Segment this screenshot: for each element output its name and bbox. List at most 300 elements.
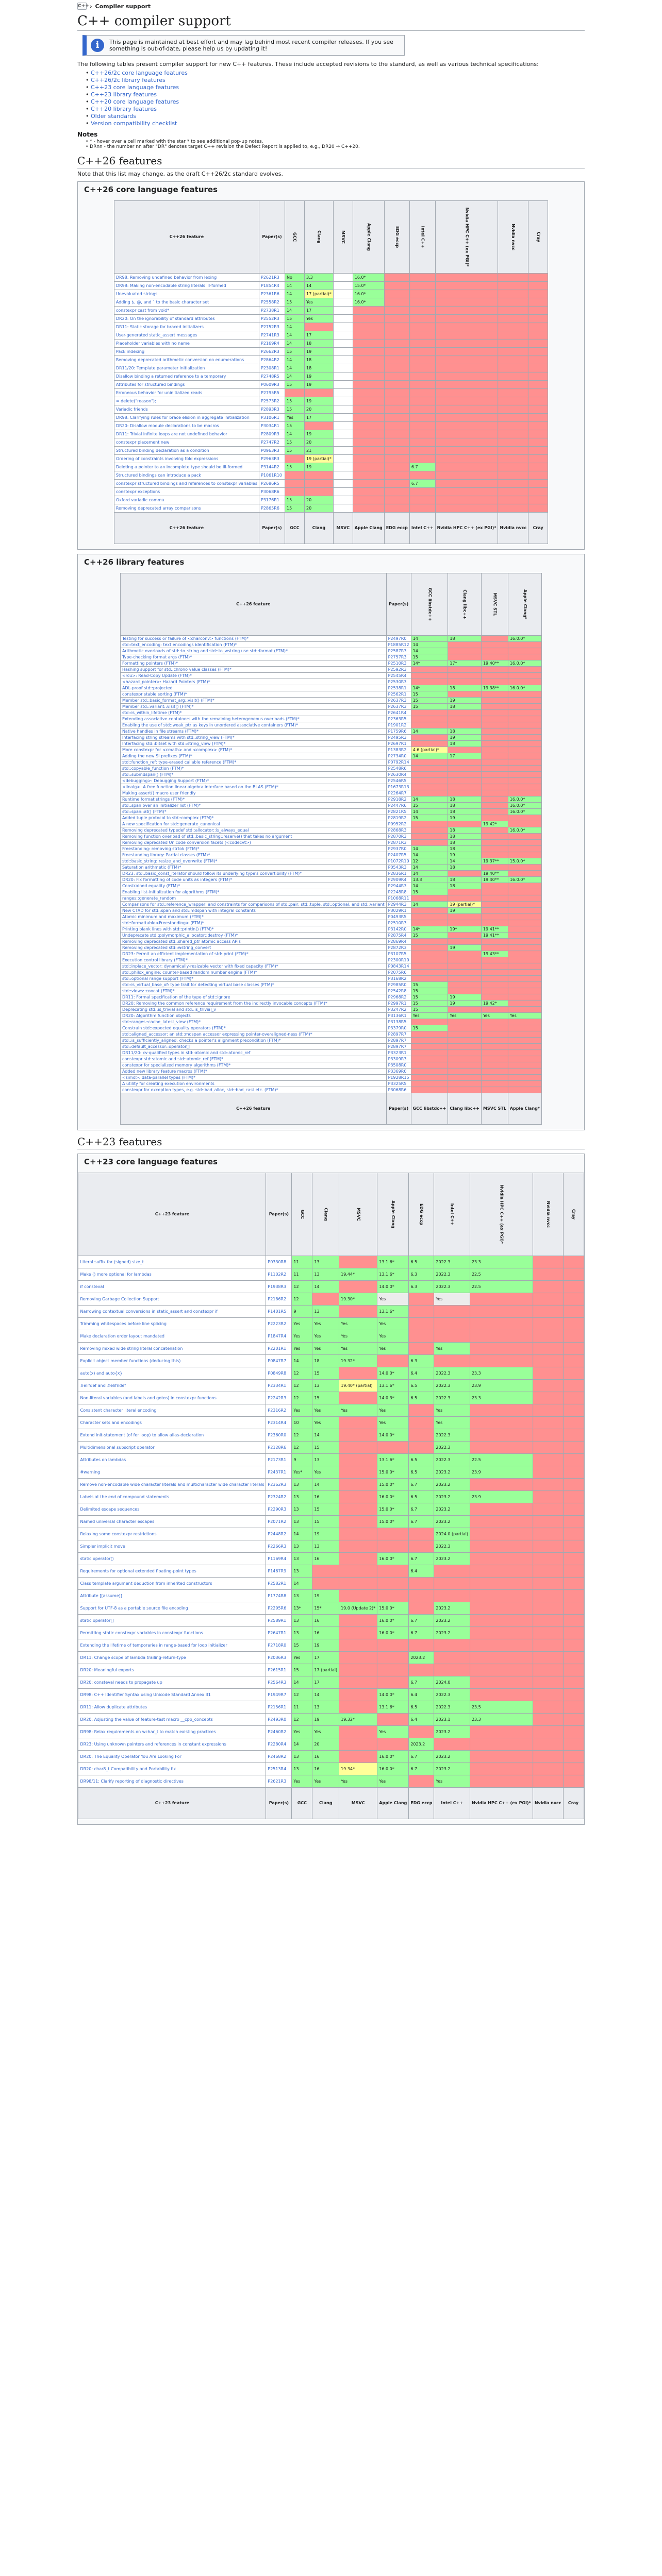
paper-link[interactable]: P0609R3 xyxy=(261,382,279,387)
feature-link[interactable]: Character sets and encodings xyxy=(80,1420,142,1425)
feature-link[interactable]: Oxford variadic comma xyxy=(115,497,164,502)
feature-link[interactable]: Execution control library (FTM)* xyxy=(122,957,188,962)
paper-link[interactable]: P2223R2 xyxy=(268,1321,287,1326)
feature-link[interactable]: std::formattable<Freestanding> (FTM)* xyxy=(122,920,204,925)
paper-link[interactable]: P0843R14 xyxy=(388,963,409,969)
paper-link[interactable]: P0330R8 xyxy=(268,1259,287,1264)
feature-link[interactable]: std::is_within_lifetime (FTM)* xyxy=(122,710,182,715)
feature-link[interactable]: Deleting a pointer to an incomplete type should be ill-formed xyxy=(115,464,243,469)
paper-link[interactable]: P2647R1 xyxy=(268,1630,287,1635)
feature-link[interactable]: std::submdspan() (FTM)* xyxy=(122,772,174,777)
feature-link[interactable]: Class template argument deduction from inherited constructors xyxy=(80,1581,212,1586)
paper-link[interactable]: P2893R3 xyxy=(261,406,279,412)
feature-link[interactable]: Ordering of constraints involving fold expressions xyxy=(115,456,219,461)
paper-link[interactable]: P1854R4 xyxy=(261,283,279,288)
feature-link[interactable]: DR20: Fix formatting of code units as integers (FTM)* xyxy=(122,877,233,882)
feature-link[interactable]: <debugging>: Debugging Support (FTM)* xyxy=(122,778,209,783)
feature-link[interactable]: std::is_virtual_base_of: type trait for detecting virtual base classes (FTM)* xyxy=(122,982,274,987)
paper-link[interactable]: P2864R2 xyxy=(261,357,279,362)
paper-link[interactable]: P2734R0 xyxy=(388,753,407,758)
feature-link[interactable]: Structured bindings can introduce a pack xyxy=(115,472,202,478)
toc-link-cpp26-core[interactable]: C++26/2c core language features xyxy=(91,70,188,76)
paper-link[interactable]: P2173R1 xyxy=(268,1457,287,1462)
feature-link[interactable]: = delete("reason"); xyxy=(115,398,156,403)
paper-link[interactable]: P3106R1 xyxy=(261,415,279,420)
paper-link[interactable]: P2545R4 xyxy=(388,673,407,678)
feature-link[interactable]: Literal suffix for (signed) size_t xyxy=(80,1259,144,1264)
paper-link[interactable]: P2295R6 xyxy=(268,1605,287,1611)
toc-link-cpp20-core[interactable]: C++20 core language features xyxy=(91,98,179,105)
feature-link[interactable]: Native handles in file streams (FTM)* xyxy=(122,728,199,734)
paper-link[interactable]: P3247R2 xyxy=(388,1007,407,1012)
feature-link[interactable]: DR23: std::basic_const_iterator should follow its underlying type's convertibility (FTM)* xyxy=(122,871,302,876)
feature-link[interactable]: constexpr for specialized memory algorithms (FTM)* xyxy=(122,1062,231,1067)
breadcrumb-home-link[interactable]: C++ xyxy=(78,4,89,9)
feature-link[interactable]: Freestanding library: Partial classes (FTM)* xyxy=(122,852,210,857)
feature-link[interactable]: DR11: Change scope of lambda trailing-return-type xyxy=(80,1655,186,1660)
feature-link[interactable]: DR20: The Equality Operator You Are Looking For xyxy=(80,1754,181,1759)
paper-link[interactable]: P2589R1 xyxy=(268,1618,287,1623)
feature-link[interactable]: Delimited escape sequences xyxy=(80,1506,140,1512)
paper-link[interactable]: P0849R8 xyxy=(268,1370,287,1376)
paper-link[interactable]: P1901R2 xyxy=(388,722,407,727)
feature-link[interactable]: Remove non-encodable wide character literals and multicharacter wide character literals xyxy=(80,1482,264,1487)
paper-link[interactable]: P2795R5 xyxy=(261,390,279,395)
paper-link[interactable]: P3176R1 xyxy=(261,497,279,502)
paper-link[interactable]: P2897R7 xyxy=(388,1044,407,1049)
feature-link[interactable]: std::optional range support (FTM)* xyxy=(122,976,194,981)
paper-link[interactable]: P2334R1 xyxy=(268,1383,287,1388)
paper-link[interactable]: P1774R8 xyxy=(268,1593,287,1598)
feature-link[interactable]: Removing function overload of std::basic_string::reserve() that takes no argument xyxy=(122,834,292,839)
paper-link[interactable]: P1061R10 xyxy=(261,472,282,478)
feature-link[interactable]: More constexpr for <cmath> and <complex> (FTM)* xyxy=(122,747,233,752)
paper-link[interactable]: P3136R1 xyxy=(388,1013,407,1018)
feature-link[interactable]: DR98: Removing undefined behavior from lexing xyxy=(115,275,217,280)
feature-link[interactable]: Labels at the end of compound statements xyxy=(80,1494,170,1499)
feature-link[interactable]: DR11: Formal specification of the type of std::ignore xyxy=(122,994,230,999)
feature-link[interactable]: DR20: Meaningful exports xyxy=(80,1667,134,1672)
paper-link[interactable]: P1928R15 xyxy=(388,1075,409,1080)
feature-link[interactable]: ranges::generate_random xyxy=(122,895,176,901)
feature-link[interactable]: DR20: Adjusting the value of feature-test macro __cpp_concepts xyxy=(80,1717,213,1722)
toc-link-cpp20-lib[interactable]: C++20 library features xyxy=(91,106,157,112)
paper-link[interactable]: P2963R3 xyxy=(261,456,279,461)
feature-link[interactable]: Explicit object member functions (deducing this) xyxy=(80,1358,181,1363)
feature-link[interactable]: DR20: On the ignorability of standard attributes xyxy=(115,316,215,321)
feature-link[interactable]: <hazard_pointer>: Hazard Pointers (FTM)* xyxy=(122,679,210,684)
paper-link[interactable]: P3379R0 xyxy=(388,1025,407,1030)
paper-link[interactable]: P2558R2 xyxy=(261,299,279,304)
feature-link[interactable]: User-generated static_assert messages xyxy=(115,332,197,337)
paper-link[interactable]: P2821R5 xyxy=(388,809,407,814)
feature-link[interactable]: ADL-proof std::projected xyxy=(122,685,173,690)
feature-link[interactable]: Make () more optional for lambdas xyxy=(80,1272,152,1277)
paper-link[interactable]: P2944R3 xyxy=(388,883,407,888)
paper-link[interactable]: P2741R3 xyxy=(261,332,279,337)
paper-link[interactable]: P2582R1 xyxy=(268,1581,287,1586)
paper-link[interactable]: P2360R0 xyxy=(268,1432,287,1437)
feature-link[interactable]: Constrain std::expected equality operators (FTM)* xyxy=(122,1025,226,1030)
paper-link[interactable]: P2538R1 xyxy=(388,685,407,690)
paper-link[interactable]: P2075R6 xyxy=(388,970,407,975)
paper-link[interactable]: P3142R0 xyxy=(388,926,407,931)
paper-link[interactable]: P2156R1 xyxy=(268,1704,287,1709)
paper-link[interactable]: P2997R1 xyxy=(388,1001,407,1006)
paper-link[interactable]: P2630R4 xyxy=(388,772,407,777)
paper-link[interactable]: P3325R5 xyxy=(388,1081,407,1086)
paper-link[interactable]: P2128R6 xyxy=(268,1445,287,1450)
feature-link[interactable]: std::basic_string::resize_and_overwrite (FTM)* xyxy=(122,858,218,863)
feature-link[interactable]: Placeholder variables with no name xyxy=(115,341,190,346)
toc-link-cpp23-core[interactable]: C++23 core language features xyxy=(91,84,179,91)
paper-link[interactable]: P2697R1 xyxy=(388,741,407,746)
feature-link[interactable]: DR11/20: cv-qualified types in std::atomic and std::atomic_ref xyxy=(122,1050,251,1055)
paper-link[interactable]: P3034R1 xyxy=(261,423,279,428)
feature-link[interactable]: Structured binding declaration as a condition xyxy=(115,448,209,453)
paper-link[interactable]: P2437R1 xyxy=(268,1469,287,1475)
feature-link[interactable]: std::is_sufficiently_aligned: checks a pointer's alignment precondition (FTM)* xyxy=(122,1038,281,1043)
feature-link[interactable]: constexpr cast from void* xyxy=(115,308,170,313)
feature-link[interactable]: static operator() xyxy=(80,1556,114,1561)
paper-link[interactable]: P2362R3 xyxy=(268,1482,287,1487)
paper-link[interactable]: P2448R2 xyxy=(268,1531,287,1536)
paper-link[interactable]: P1938R3 xyxy=(268,1284,287,1289)
feature-link[interactable]: std::span over an initializer list (FTM)* xyxy=(122,803,201,808)
feature-link[interactable]: DR23: Using unknown pointers and references in constant expressions xyxy=(80,1741,226,1747)
feature-link[interactable]: static operator[] xyxy=(80,1618,114,1623)
paper-link[interactable]: P2542R8 xyxy=(388,988,407,993)
paper-link[interactable]: P2266R3 xyxy=(268,1544,287,1549)
paper-link[interactable]: P2036R3 xyxy=(268,1655,287,1660)
feature-link[interactable]: Making assert() macro user friendly xyxy=(122,790,196,795)
feature-link[interactable]: New CTAD for std::span and std::mdspan with integral constants xyxy=(122,908,256,913)
paper-link[interactable]: P2071R2 xyxy=(268,1519,287,1524)
paper-link[interactable]: P2314R4 xyxy=(268,1420,287,1425)
paper-link[interactable]: P2552R3 xyxy=(261,316,279,321)
paper-link[interactable]: P1759R6 xyxy=(388,728,407,734)
feature-link[interactable]: DR11/20: Template parameter initialization xyxy=(115,365,205,370)
feature-link[interactable]: constexpr placement new xyxy=(115,439,170,445)
feature-link[interactable]: constexpr structured bindings and references to constexpr variables xyxy=(115,481,258,486)
paper-link[interactable]: P1467R9 xyxy=(268,1568,287,1573)
feature-link[interactable]: DR11: Allow duplicate attributes xyxy=(80,1704,147,1709)
feature-link[interactable]: constexpr std::atomic and std::atomic_ref (FTM)* xyxy=(122,1056,224,1061)
paper-link[interactable]: P2757R3 xyxy=(388,654,407,659)
feature-link[interactable]: Interfacing string streams with std::string_view (FTM)* xyxy=(122,735,235,740)
feature-link[interactable]: Permitting static constexpr variables in constexpr functions xyxy=(80,1630,203,1635)
feature-link[interactable]: std::philox_engine: counter-based random number engine (FTM)* xyxy=(122,970,257,975)
feature-link[interactable]: Removing deprecated arithmetic conversion on enumerations xyxy=(115,357,244,362)
paper-link[interactable]: P2865R6 xyxy=(261,505,279,511)
feature-link[interactable]: Deprecating std::is_trivial and std::is_trivial_v xyxy=(122,1007,217,1012)
paper-link[interactable]: P2937R0 xyxy=(388,846,407,851)
paper-link[interactable]: P2280R4 xyxy=(268,1741,287,1747)
feature-link[interactable]: Runtime format strings (FTM)* xyxy=(122,796,185,802)
paper-link[interactable]: P2573R2 xyxy=(261,398,279,403)
paper-link[interactable]: P2897R7 xyxy=(388,1031,407,1037)
feature-link[interactable]: A new specification for std::generate_canonical xyxy=(122,821,220,826)
paper-link[interactable]: P1673R13 xyxy=(388,784,409,789)
feature-link[interactable]: Attribute [[assume]] xyxy=(80,1593,122,1598)
feature-link[interactable]: std::ranges::cache_latest_view (FTM)* xyxy=(122,1019,201,1024)
feature-link[interactable]: Enabling list-initialization for algorithms (FTM)* xyxy=(122,889,220,894)
feature-link[interactable]: constexpr exceptions xyxy=(115,489,160,494)
paper-link[interactable]: P2621R3 xyxy=(268,1778,287,1784)
paper-link[interactable]: P1102R2 xyxy=(268,1272,287,1277)
paper-link[interactable]: P3323R1 xyxy=(388,1050,407,1055)
paper-link[interactable]: P2985R0 xyxy=(388,982,407,987)
paper-link[interactable]: P2361R6 xyxy=(261,291,279,296)
paper-link[interactable]: P2819R2 xyxy=(388,815,407,820)
feature-link[interactable]: DR98/11: Clarify reporting of diagnostic directives xyxy=(80,1778,184,1784)
paper-link[interactable]: P2752R3 xyxy=(261,324,279,329)
paper-link[interactable]: P1949R7 xyxy=(268,1692,287,1697)
paper-link[interactable]: P2316R2 xyxy=(268,1408,287,1413)
feature-link[interactable]: Extend init-statement (of for loop) to allow alias-declaration xyxy=(80,1432,204,1437)
paper-link[interactable]: P2248R8 xyxy=(388,889,407,894)
paper-link[interactable]: P1885R12 xyxy=(388,642,409,647)
paper-link[interactable]: P2513R4 xyxy=(268,1766,287,1771)
feature-link[interactable]: DR98: Clarifying rules for brace elision in aggregate initialization xyxy=(115,415,250,420)
feature-link[interactable]: Removing deprecated std::shared_ptr atomic access APIs xyxy=(122,939,241,944)
paper-link[interactable]: P2968R2 xyxy=(388,994,407,999)
paper-link[interactable]: P2637R3 xyxy=(388,698,407,703)
feature-link[interactable]: <linalg>: A free function linear algebra interface based on the BLAS (FTM)* xyxy=(122,784,278,789)
paper-link[interactable]: P2587R3 xyxy=(388,648,407,653)
paper-link[interactable]: P2493R0 xyxy=(268,1717,287,1722)
feature-link[interactable]: Named universal character escapes xyxy=(80,1519,155,1524)
feature-link[interactable]: Variadic friends xyxy=(115,406,148,412)
paper-link[interactable]: P2300R10 xyxy=(388,957,409,962)
paper-link[interactable]: P2686R5 xyxy=(261,481,279,486)
feature-link[interactable]: std::copyable_function (FTM)* xyxy=(122,766,184,771)
feature-link[interactable]: DR98: Making non-encodable string literals ill-formed xyxy=(115,283,226,288)
paper-link[interactable]: P1072R10 xyxy=(388,858,409,863)
feature-link[interactable]: Printing blank lines with std::println() (FTM)* xyxy=(122,926,214,931)
feature-link[interactable]: constexpr stable sorting (FTM)* xyxy=(122,691,187,697)
paper-link[interactable]: P2548R6 xyxy=(388,766,407,771)
paper-link[interactable]: P1169R4 xyxy=(268,1556,287,1561)
paper-link[interactable]: P2909R4 xyxy=(388,877,407,882)
paper-link[interactable]: P2621R3 xyxy=(261,275,279,280)
feature-link[interactable]: Member std::basic_format_arg::visit() (FTM)* xyxy=(122,698,214,703)
feature-link[interactable]: Saturation arithmetic (FTM)* xyxy=(122,865,181,870)
feature-link[interactable]: Trimming whitespaces before line splicing xyxy=(80,1321,167,1326)
feature-link[interactable]: constexpr for exception types, e.g. std::bad_alloc, std::bad_cast etc. (FTM)* xyxy=(122,1087,278,1092)
feature-link[interactable]: Removing Garbage Collection Support xyxy=(80,1296,159,1301)
feature-link[interactable]: DR98: C++ Identifier Syntax using Unicode Standard Annex 31 xyxy=(80,1692,211,1697)
paper-link[interactable]: P2718R0 xyxy=(268,1642,287,1648)
feature-link[interactable]: Removing deprecated std::wstring_convert xyxy=(122,945,211,950)
feature-link[interactable]: Pack indexing xyxy=(115,349,145,354)
toc-link-compat[interactable]: Version compatibility checklist xyxy=(91,120,177,127)
feature-link[interactable]: DR20: consteval needs to propagate up xyxy=(80,1680,162,1685)
feature-link[interactable]: auto(x) and auto{x} xyxy=(80,1370,123,1376)
paper-link[interactable]: P2869R4 xyxy=(388,939,407,944)
feature-link[interactable]: Type-checking format args (FTM)* xyxy=(122,654,192,659)
feature-link[interactable]: Interfacing std::bitset with std::string_view (FTM)* xyxy=(122,741,226,746)
feature-link[interactable]: DR20: Disallow module declarations to be macros xyxy=(115,423,219,428)
paper-link[interactable]: P2201R1 xyxy=(268,1346,287,1351)
feature-link[interactable]: Adding the new SI prefixes (FTM)* xyxy=(122,753,192,758)
paper-link[interactable]: P2662R3 xyxy=(261,349,279,354)
feature-link[interactable]: std::aligned_accessor: an std::mdspan accessor expressing pointer-overaligned-ness (FTM)* xyxy=(122,1031,312,1037)
paper-link[interactable]: P2747R2 xyxy=(261,439,279,445)
feature-link[interactable]: Non-literal variables (and labels and gotos) in constexpr functions xyxy=(80,1395,217,1400)
paper-link[interactable]: P2290R3 xyxy=(268,1506,287,1512)
paper-link[interactable]: P2897R7 xyxy=(388,1038,407,1043)
feature-link[interactable]: DR20: char8_t Compatibility and Portability fix xyxy=(80,1766,176,1771)
feature-link[interactable]: Constrained equality (FTM)* xyxy=(122,883,180,888)
paper-link[interactable]: P2836R1 xyxy=(388,871,407,876)
feature-link[interactable]: std::text_encoding: text encodings identification (FTM)* xyxy=(122,642,237,647)
feature-link[interactable]: Member std::variant::visit() (FTM)* xyxy=(122,704,194,709)
paper-link[interactable]: P2637R3 xyxy=(388,704,407,709)
feature-link[interactable]: Adding $, @, and ` to the basic character set xyxy=(115,299,209,304)
paper-link[interactable]: P2564R3 xyxy=(268,1680,287,1685)
paper-link[interactable]: P3168R2 xyxy=(388,976,407,981)
feature-link[interactable]: Multidimensional subscript operator xyxy=(80,1445,155,1450)
paper-link[interactable]: P1383R2 xyxy=(388,747,407,752)
paper-link[interactable]: P2447R6 xyxy=(388,803,407,808)
paper-link[interactable]: P2497R0 xyxy=(388,636,407,641)
feature-link[interactable]: Removing deprecated Unicode conversion facets (<codecvt>) xyxy=(122,840,251,845)
paper-link[interactable]: P0952R2 xyxy=(388,821,407,826)
paper-link[interactable]: P2592R3 xyxy=(388,667,407,672)
feature-link[interactable]: Simpler implicit move xyxy=(80,1544,125,1549)
feature-link[interactable]: Freestanding: removing strtok (FTM)* xyxy=(122,846,200,851)
paper-link[interactable]: P2944R3 xyxy=(388,902,407,907)
feature-link[interactable]: Enabling the use of std::weak_ptr as keys in unordered associative containers (FTM)* xyxy=(122,722,298,727)
feature-link[interactable]: Make declaration order layout mandated xyxy=(80,1333,164,1338)
feature-link[interactable]: <rcu>: Read-Copy Update (FTM)* xyxy=(122,673,192,678)
feature-link[interactable]: std::default_accessor::operator[] xyxy=(122,1044,190,1049)
paper-link[interactable]: P3144R2 xyxy=(261,464,279,469)
feature-link[interactable]: Formatting pointers (FTM)* xyxy=(122,660,178,666)
paper-link[interactable]: P2738R1 xyxy=(261,308,279,313)
feature-link[interactable]: Added new library feature macros (FTM)* xyxy=(122,1069,208,1074)
paper-link[interactable]: P2510R3 xyxy=(388,920,407,925)
paper-link[interactable]: P2308R1 xyxy=(261,365,279,370)
feature-link[interactable]: DR98: Relax requirements on wchar_t to match existing practices xyxy=(80,1729,216,1734)
paper-link[interactable]: P3107R5 xyxy=(388,951,407,956)
feature-link[interactable]: #elifdef and #elifndef xyxy=(80,1383,126,1388)
paper-link[interactable]: P2530R3 xyxy=(388,679,407,684)
paper-link[interactable]: P2870R3 xyxy=(388,834,407,839)
paper-link[interactable]: P0792R14 xyxy=(388,759,409,765)
paper-link[interactable]: P2748R5 xyxy=(261,374,279,379)
paper-link[interactable]: P2468R2 xyxy=(268,1754,287,1759)
paper-link[interactable]: P2871R3 xyxy=(388,840,407,845)
paper-link[interactable]: P3369R0 xyxy=(388,1069,407,1074)
paper-link[interactable]: P1847R4 xyxy=(268,1333,287,1338)
paper-link[interactable]: P0543R3 xyxy=(388,865,407,870)
feature-link[interactable]: Relaxing some constexpr restrictions xyxy=(80,1531,157,1536)
paper-link[interactable]: P0493R5 xyxy=(388,914,407,919)
feature-link[interactable]: #warning xyxy=(80,1469,101,1475)
feature-link[interactable]: DR20: Removing the common reference requirement from the indirectly invocable concepts (FTM)* xyxy=(122,1001,327,1006)
feature-link[interactable]: Unevaluated strings xyxy=(115,291,158,296)
feature-link[interactable]: Comparisons for std::reference_wrapper, and constraints for comparisons of std::pair, std::tuple, std::optional, and std::variant xyxy=(122,902,385,907)
paper-link[interactable]: P2641R4 xyxy=(388,710,407,715)
paper-link[interactable]: P2363R5 xyxy=(388,716,407,721)
paper-link[interactable]: P2872R3 xyxy=(388,945,407,950)
feature-link[interactable]: Extending associative containers with the remaining heterogeneous overloads (FTM)* xyxy=(122,716,300,721)
paper-link[interactable]: P3508R0 xyxy=(388,1062,407,1067)
paper-link[interactable]: P2242R3 xyxy=(268,1395,287,1400)
paper-link[interactable]: P2615R1 xyxy=(268,1667,287,1672)
toc-link-cpp26-lib[interactable]: C++26/2c library features xyxy=(91,77,166,83)
paper-link[interactable]: P2562R1 xyxy=(388,691,407,697)
paper-link[interactable]: P3029R1 xyxy=(388,908,407,913)
feature-link[interactable]: DR23: Permit an efficient implementation of std::print (FTM)* xyxy=(122,951,249,956)
paper-link[interactable]: P2918R2 xyxy=(388,796,407,802)
paper-link[interactable]: P2868R3 xyxy=(388,827,407,833)
toc-link-cpp23-lib[interactable]: C++23 library features xyxy=(91,91,157,98)
feature-link[interactable]: A utility for creating execution environments xyxy=(122,1081,214,1086)
paper-link[interactable]: P2546R5 xyxy=(388,778,407,783)
paper-link[interactable]: P2460R2 xyxy=(268,1729,287,1734)
paper-link[interactable]: P2495R3 xyxy=(388,735,407,740)
feature-link[interactable]: Disallow binding a returned reference to a temporary xyxy=(115,374,226,379)
feature-link[interactable]: Attributes on lambdas xyxy=(80,1457,126,1462)
feature-link[interactable]: Removing mixed wide string literal concatenation xyxy=(80,1346,183,1351)
feature-link[interactable]: Hashing support for std::chrono value classes (FTM)* xyxy=(122,667,231,672)
paper-link[interactable]: P2510R3 xyxy=(388,660,407,666)
toc-link-older[interactable]: Older standards xyxy=(91,113,137,120)
feature-link[interactable]: Narrowing contextual conversions in static_assert and constexpr if xyxy=(80,1309,218,1314)
paper-link[interactable]: P3068R6 xyxy=(261,489,279,494)
paper-link[interactable]: P1068R11 xyxy=(388,895,409,901)
feature-link[interactable]: std::span::at() (FTM)* xyxy=(122,809,167,814)
feature-link[interactable]: std::function_ref: type-erased callable reference (FTM)* xyxy=(122,759,237,765)
paper-link[interactable]: P3138R5 xyxy=(388,1019,407,1024)
feature-link[interactable]: Testing for success or failure of <charconv> functions (FTM)* xyxy=(122,636,249,641)
feature-link[interactable]: std::inplace_vector: dynamically-resizable vector with fixed capacity (FTM)* xyxy=(122,963,278,969)
feature-link[interactable]: Consistent character literal encoding xyxy=(80,1408,157,1413)
feature-link[interactable]: DR11: Static storage for braced initializers xyxy=(115,324,204,329)
feature-link[interactable]: Erroneous behavior for uninitialized reads xyxy=(115,390,203,395)
feature-link[interactable]: Requirements for optional extended floating-point types xyxy=(80,1568,196,1573)
paper-link[interactable]: P0847R7 xyxy=(268,1358,287,1363)
paper-link[interactable]: P0963R3 xyxy=(261,448,279,453)
feature-link[interactable]: <simd>: data-parallel types (FTM)* xyxy=(122,1075,196,1080)
paper-link[interactable]: P2809R3 xyxy=(261,431,279,436)
feature-link[interactable]: DR20: Algorithm function objects xyxy=(122,1013,191,1018)
feature-link[interactable]: Support for UTF-8 as a portable source file encoding xyxy=(80,1605,188,1611)
paper-link[interactable]: P2264R7 xyxy=(388,790,407,795)
paper-link[interactable]: P2186R2 xyxy=(268,1296,287,1301)
feature-link[interactable]: Removing deprecated typedef std::allocator::is_always_equal xyxy=(122,827,249,833)
paper-link[interactable]: P3068R6 xyxy=(388,1087,407,1092)
feature-link[interactable]: Undeprecate std::polymorphic_allocator::destroy (FTM)* xyxy=(122,933,238,938)
feature-link[interactable]: Extending the lifetime of temporaries in range-based for loop initializer xyxy=(80,1642,227,1648)
paper-link[interactable]: P2875R4 xyxy=(388,933,407,938)
feature-link[interactable]: DR11: Trivial infinite loops are not undefined behavior xyxy=(115,431,227,436)
feature-link[interactable]: Arithmetic overloads of std::to_string and std::to_wstring use std::format (FTM)* xyxy=(122,648,288,653)
feature-link[interactable]: std::views::concat (FTM)* xyxy=(122,988,175,993)
feature-link[interactable]: Atomic minimum and maximum (FTM)* xyxy=(122,914,204,919)
feature-link[interactable]: Removing deprecated array comparisons xyxy=(115,505,201,511)
paper-link[interactable]: P2169R4 xyxy=(261,341,279,346)
feature-link[interactable]: Added tuple protocol to std::complex (FTM)* xyxy=(122,815,214,820)
paper-link[interactable]: P3309R3 xyxy=(388,1056,407,1061)
feature-link[interactable]: Attributes for structured bindings xyxy=(115,382,185,387)
feature-link[interactable]: if consteval xyxy=(80,1284,104,1289)
paper-link[interactable]: P2407R5 xyxy=(388,852,407,857)
paper-link[interactable]: P1401R5 xyxy=(268,1309,287,1314)
